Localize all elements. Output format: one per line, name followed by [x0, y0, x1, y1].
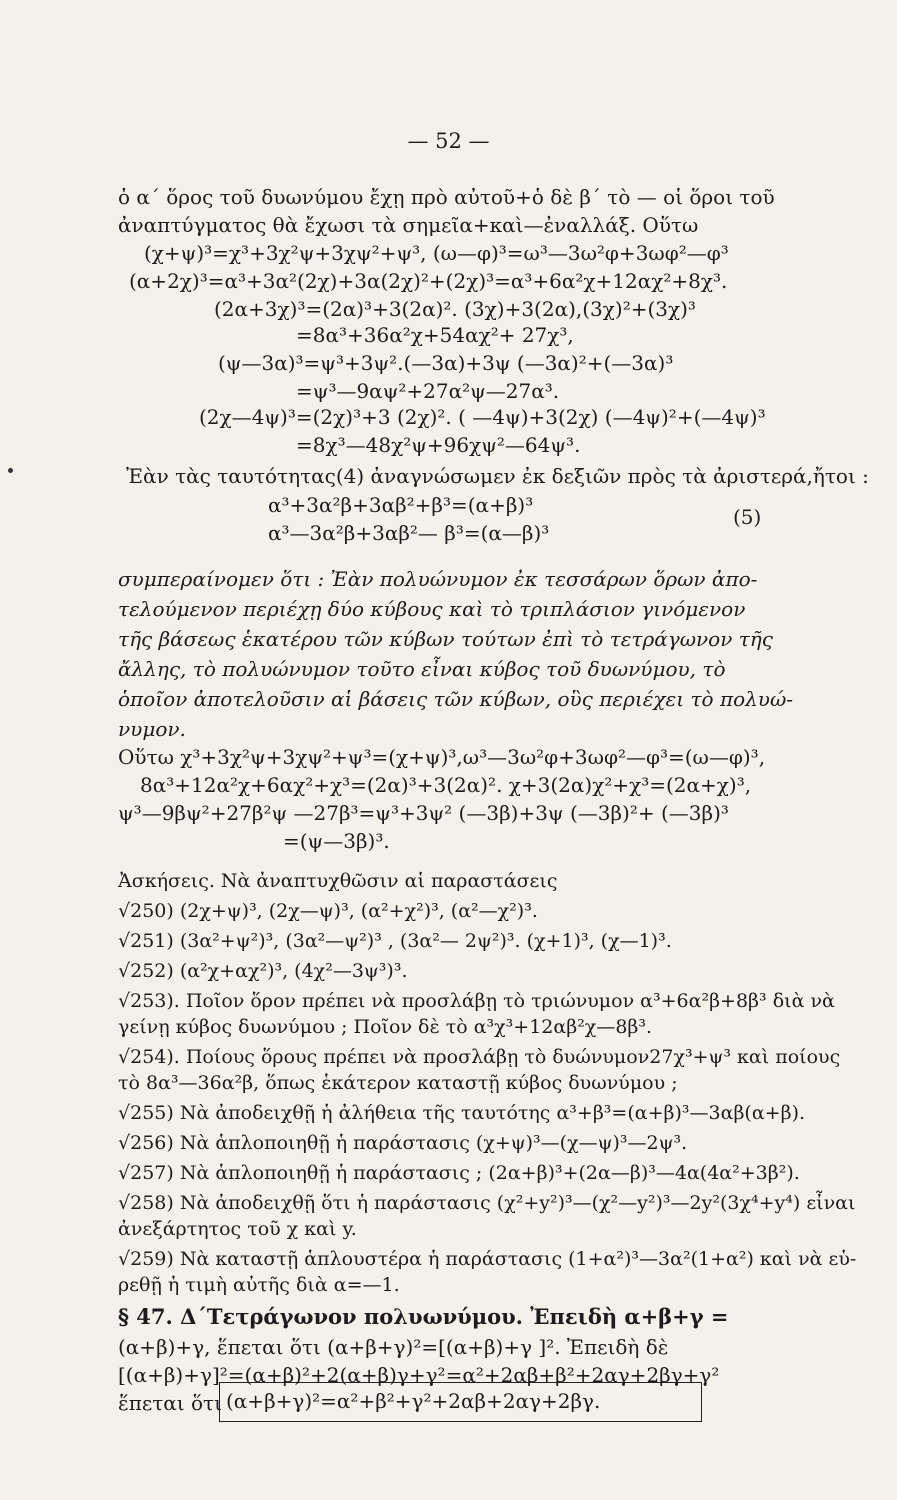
text-line: Ἐὰν τὰς ταυτότητας(4) ἀναγνώσωμεν ἐκ δεξιῶν πρὸς τὰ ἀριστερά,ἤτοι : [126, 464, 869, 488]
formula-line: ψ³—9βψ²+27β²ψ —27β³=ψ³+3ψ² (—3β)+3ψ (—3β)²+ (—3β)³ [118, 801, 729, 825]
exercise-line: √258) Νὰ ἀποδειχθῇ ὅτι ἡ παράστασις (χ²+y²)³—(χ²—y²)³—2y²(3χ⁴+y⁴) εἶναι [118, 1192, 856, 1214]
formula-line: =(ψ—3β)³. [283, 829, 390, 853]
formula-line: (χ+ψ)³=χ³+3χ²ψ+3χψ²+ψ³, (ω—φ)³=ω³—3ω²φ+3ωφ²—φ³ [144, 241, 729, 265]
formula-line: (2χ—4ψ)³=(2χ)³+3 (2χ)². ( —4ψ)+3(2χ) (—4ψ)²+(—4ψ)³ [199, 405, 766, 429]
text-line: ὁ α΄ ὅρος τοῦ δυωνύμου ἔχῃ πρὸ αὐτοῦ+ὁ δὲ β΄ τὸ — οἱ ὅροι τοῦ [118, 185, 775, 209]
margin-dot [8, 468, 13, 473]
exercise-line: γείνῃ κύβος δυωνύμου ; Ποῖον δὲ τὸ α³χ³+12αβ²χ—8β³. [118, 1016, 653, 1038]
formula-line: [(α+β)+γ]²=(α+β)²+2(α+β)γ+γ²=α²+2αβ+β²+2αγ+2βγ+γ² [118, 1363, 720, 1387]
theorem-line: ἄλλης, τὸ πολυώνυμον τοῦτο εἶναι κύβος τοῦ δυωνύμου, τὸ [118, 657, 726, 681]
exercise-line: √256) Νὰ ἁπλοποιηθῇ ἡ παράστασις (χ+ψ)³—(χ—ψ)³—2ψ³. [118, 1132, 688, 1154]
boxed-formula: (α+β+γ)²=α²+β²+γ²+2αβ+2αγ+2βγ. [226, 1389, 601, 1413]
theorem-line: ὁποῖον ἀποτελοῦσιν αἱ βάσεις τῶν κύβων, οὓς περιέχει τὸ πολυώ- [118, 687, 794, 711]
formula-line: (2α+3χ)³=(2α)³+3(2α)². (3χ)+3(2α),(3χ)²+(3χ)³ [214, 297, 696, 321]
boxed-result [219, 1382, 702, 1422]
text-line: ἕπεται ὅτι [118, 1391, 222, 1415]
section-heading: § 47. Δ΄Τετράγωνον πολυωνύμου. Ἐπειδὴ α+β+γ = [118, 1304, 729, 1329]
exercise-line: ἀνεξάρτητος τοῦ χ καὶ y. [118, 1218, 357, 1240]
exercise-line: √254). Ποίους ὅρους πρέπει νὰ προσλάβῃ τὸ δυώνυμον27χ³+ψ³ καὶ ποίους [118, 1046, 841, 1068]
exercise-line: √252) (α²χ+αχ²)³, (4χ²—3ψ³)³. [118, 960, 408, 982]
formula-line: (α+2χ)³=α³+3α²(2χ)+3α(2χ)²+(2χ)³=α³+6α²χ+12αχ²+8χ³. [129, 269, 728, 293]
text-line: ἀναπτύγματος θὰ ἔχωσι τὰ σημεῖα+καὶ—ἐναλλάξ. Οὕτω [118, 213, 699, 237]
exercise-line: √257) Νὰ ἁπλοποιηθῇ ἡ παράστασις ; (2α+β)³+(2α—β)³—4α(4α²+3β²). [118, 1162, 800, 1184]
theorem-line: τῆς βάσεως ἑκατέρου τῶν κύβων τούτων ἐπὶ τὸ τετράγωνον τῆς [118, 627, 773, 651]
theorem-line: συμπεραίνομεν ὅτι : Ἐὰν πολυώνυμον ἐκ τεσσάρων ὅρων ἀπο- [118, 567, 758, 591]
equation-number: (5) [733, 505, 762, 529]
formula-line: α³+3α²β+3αβ²+β³=(α+β)³ [268, 493, 534, 517]
formula-line: =ψ³—9αψ²+27α²ψ—27α³. [296, 379, 560, 403]
exercise-line: ρεθῇ ἡ τιμὴ αὐτῆς διὰ α=—1. [118, 1274, 400, 1296]
formula-line: =8α³+36α²χ+54αχ²+ 27χ³, [296, 323, 574, 347]
page-number: — 52 — [407, 129, 490, 153]
exercise-line: √259) Νὰ καταστῇ ἁπλουστέρα ἡ παράστασις (1+α²)³—3α²(1+α²) καὶ νὰ εὑ- [118, 1248, 857, 1270]
exercise-line: τὸ 8α³—36α²β, ὅπως ἑκάτερον καταστῇ κύβος δυωνύμου ; [118, 1072, 678, 1094]
exercise-line: √255) Νὰ ἀποδειχθῇ ἡ ἀλήθεια τῆς ταυτότης α³+β³=(α+β)³—3αβ(α+β). [118, 1102, 806, 1124]
formula-line: =8χ³—48χ²ψ+96χψ²—64ψ³. [296, 433, 581, 457]
formula-line: (ψ—3α)³=ψ³+3ψ².(—3α)+3ψ (—3α)²+(—3α)³ [218, 351, 674, 375]
exercise-line: √251) (3α²+ψ²)³, (3α²—ψ²)³ , (3α²— 2ψ²)³. (χ+1)³, (χ—1)³. [118, 930, 672, 952]
exercise-line: √253). Ποῖον ὅρον πρέπει νὰ προσλάβῃ τὸ τριώνυμον α³+6α²β+8β³ διὰ νὰ [118, 990, 835, 1012]
formula-line: 8α³+12α²χ+6αχ²+χ³=(2α)³+3(2α)². χ+3(2α)χ²+χ³=(2α+χ)³, [140, 773, 752, 797]
theorem-line: νυμον. [118, 717, 186, 741]
formula-line: α³—3α²β+3αβ²— β³=(α—β)³ [268, 521, 550, 545]
exercises-heading: Ἀσκήσεις. Νὰ ἀναπτυχθῶσιν αἱ παραστάσεις [118, 870, 558, 892]
formula-line: Οὕτω χ³+3χ²ψ+3χψ²+ψ³=(χ+ψ)³,ω³—3ω²φ+3ωφ²—φ³=(ω—φ)³, [118, 745, 766, 769]
exercise-line: √250) (2χ+ψ)³, (2χ—ψ)³, (α²+χ²)³, (α²—χ²)³. [118, 900, 538, 922]
formula-line: (α+β)+γ, ἕπεται ὅτι (α+β+γ)²=[(α+β)+γ ]². Ἐπειδὴ δὲ [118, 1335, 669, 1359]
theorem-line: τελούμενον περιέχῃ δύο κύβους καὶ τὸ τριπλάσιον γινόμενον [118, 597, 746, 621]
